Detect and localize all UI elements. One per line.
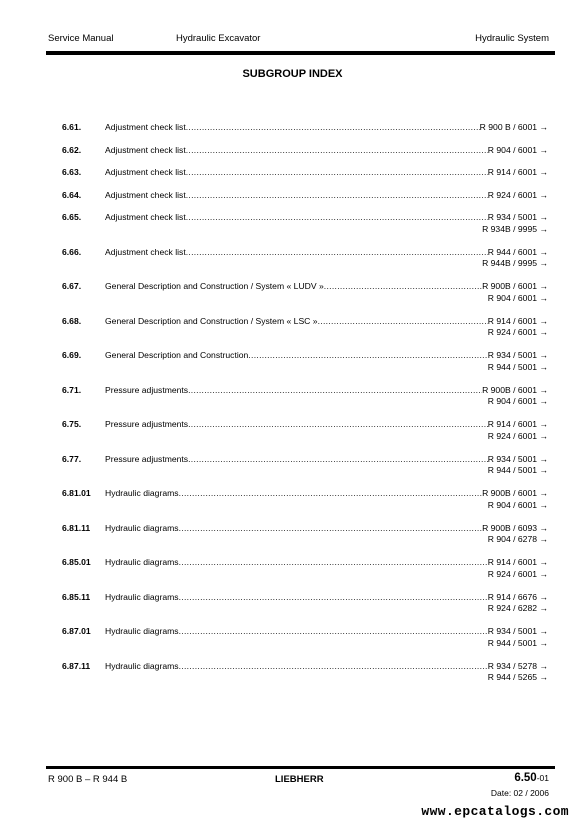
section-number: 6.69. xyxy=(62,350,82,361)
footer-brand: LIEBHERR xyxy=(275,774,324,785)
index-entry-line xyxy=(62,362,548,374)
section-number: 6.66. xyxy=(62,246,82,257)
watermark: www.epcatalogs.com xyxy=(421,804,569,819)
model-reference-link[interactable]: R 904 / 6001 → xyxy=(487,396,548,407)
section-title: Adjustment check list xyxy=(105,212,186,223)
index-entry xyxy=(62,419,548,442)
section-number: 6.85.01 xyxy=(62,557,91,568)
model-reference-link[interactable]: R 900B / 6001 → xyxy=(482,488,548,499)
index-entry-line xyxy=(62,638,548,650)
section-number: 6.71. xyxy=(62,384,82,395)
section-number: 6.85.11 xyxy=(62,591,91,602)
model-reference-link[interactable]: R 944 / 5001 → xyxy=(487,361,548,372)
section-number: 6.67. xyxy=(62,281,82,292)
footer-page-number xyxy=(514,772,549,784)
index-entry xyxy=(62,454,548,477)
index-entry-line xyxy=(62,488,548,500)
section-title: Adjustment check list xyxy=(105,167,186,178)
section-title: Adjustment check list xyxy=(105,144,186,155)
index-entry xyxy=(62,190,548,202)
model-reference-link[interactable]: R 914 / 6676 → xyxy=(487,591,548,602)
dot-leader xyxy=(186,190,488,202)
index-entry-line xyxy=(62,419,548,431)
footer-model-range: R 900 B – R 944 B xyxy=(48,774,128,785)
header-machine-type: Hydraulic Excavator xyxy=(176,33,261,44)
index-entry xyxy=(62,661,548,684)
dot-leader xyxy=(179,626,488,638)
model-reference-link[interactable]: R 934 / 5001 → xyxy=(487,350,548,361)
section-number: 6.68. xyxy=(62,315,82,326)
model-reference-link[interactable]: R 904 / 6001 → xyxy=(487,499,548,510)
index-entry-line xyxy=(62,258,548,270)
model-reference-link[interactable]: R 934 / 5001 → xyxy=(487,626,548,637)
section-title: Adjustment check list xyxy=(105,122,186,132)
index-entry-line xyxy=(62,247,548,259)
index-entry-line xyxy=(62,500,548,512)
index-entry-line xyxy=(62,385,548,397)
index-entry xyxy=(62,523,548,546)
index-entry-line xyxy=(62,316,548,328)
dot-leader xyxy=(248,350,487,362)
index-entry-line xyxy=(62,122,548,134)
header-system: Hydraulic System xyxy=(475,33,549,44)
index-entry-line xyxy=(62,672,548,684)
section-title: General Description and Construction / System « LSC » xyxy=(105,315,318,326)
model-reference-link[interactable]: R 944 / 5001 → xyxy=(487,637,548,648)
model-reference-link[interactable]: R 944 / 5001 → xyxy=(487,465,548,476)
model-reference-link[interactable]: R 904 / 6001 → xyxy=(487,144,548,155)
section-title: Hydraulic diagrams xyxy=(105,488,179,499)
section-title: Hydraulic diagrams xyxy=(105,660,179,671)
page-title: SUBGROUP INDEX xyxy=(242,68,343,80)
dot-leader xyxy=(188,454,488,466)
index-entry xyxy=(62,316,548,339)
model-reference-link[interactable]: R 904 / 6001 → xyxy=(487,292,548,303)
index-entry-line xyxy=(62,534,548,546)
index-entry xyxy=(62,122,548,134)
footer-date: Date: 02 / 2006 xyxy=(490,788,549,798)
section-number: 6.75. xyxy=(62,419,82,430)
index-entry xyxy=(62,145,548,157)
model-reference-link[interactable]: R 924 / 6001 → xyxy=(487,189,548,200)
index-entry xyxy=(62,281,548,304)
model-reference-link[interactable]: R 934 / 5001 → xyxy=(487,453,548,464)
dot-leader xyxy=(188,419,488,431)
section-number: 6.64. xyxy=(62,189,82,200)
index-entry xyxy=(62,167,548,179)
index-entry-line xyxy=(62,454,548,466)
model-reference-link[interactable]: R 900B / 6001 → xyxy=(482,281,548,292)
index-entry xyxy=(62,350,548,373)
section-number: 6.77. xyxy=(62,453,82,464)
index-entry-line xyxy=(62,592,548,604)
index-entry xyxy=(62,212,548,235)
model-reference-link[interactable]: R 944 / 6001 → xyxy=(487,246,548,257)
section-title: General Description and Construction / System « LUDV » xyxy=(105,281,324,292)
index-entry xyxy=(62,247,548,270)
model-reference-link[interactable]: R 914 / 6001 → xyxy=(487,419,548,430)
dot-leader xyxy=(186,145,488,157)
index-entry xyxy=(62,385,548,408)
model-reference-link[interactable]: R 924 / 6282 → xyxy=(487,603,548,614)
index-entry-line xyxy=(62,224,548,236)
section-title: Pressure adjustments xyxy=(105,453,189,464)
section-title: Adjustment check list xyxy=(105,246,186,257)
model-reference-link[interactable]: R 904 / 6278 → xyxy=(487,534,548,545)
section-number: 6.87.11 xyxy=(62,660,91,671)
dot-leader xyxy=(179,557,488,569)
index-entry-line xyxy=(62,557,548,569)
index-entry-line xyxy=(62,145,548,157)
section-number: 6.62. xyxy=(62,144,82,155)
index-entry-line xyxy=(62,167,548,179)
dot-leader xyxy=(179,592,488,604)
model-reference-link[interactable]: R 914 / 6001 → xyxy=(487,167,548,178)
section-title: General Description and Construction xyxy=(105,350,249,361)
index-entry xyxy=(62,557,548,580)
section-title: Pressure adjustments xyxy=(105,384,189,395)
model-reference-link[interactable]: R 900B / 6093 → xyxy=(482,522,548,533)
index-entry-line xyxy=(62,431,548,443)
dot-leader xyxy=(186,247,488,259)
page-number-main: 6.50 xyxy=(514,772,537,784)
page-number-sub: -01 xyxy=(536,773,549,783)
model-reference-link[interactable]: R 934B / 9995 → xyxy=(482,223,548,234)
model-reference-link[interactable]: R 934 / 5001 → xyxy=(487,212,548,223)
section-title: Pressure adjustments xyxy=(105,419,189,430)
dot-leader xyxy=(186,122,480,134)
model-reference-link[interactable]: R 914 / 6001 → xyxy=(487,557,548,568)
dot-leader xyxy=(186,212,488,224)
header-manual-type: Service Manual xyxy=(48,33,114,44)
footer-rule xyxy=(46,766,555,769)
section-number: 6.65. xyxy=(62,212,82,223)
model-reference-link[interactable]: R 924 / 6001 → xyxy=(487,568,548,579)
dot-leader xyxy=(179,523,483,535)
section-number: 6.63. xyxy=(62,167,82,178)
index-entry-line xyxy=(62,327,548,339)
index-entry-line xyxy=(62,465,548,477)
model-reference-link[interactable]: R 900B / 6001 → xyxy=(482,384,548,395)
model-reference-link[interactable]: R 914 / 6001 → xyxy=(487,315,548,326)
index-entry-line xyxy=(62,212,548,224)
section-number: 6.81.01 xyxy=(62,488,91,499)
index-entry-line xyxy=(62,190,548,202)
header-rule xyxy=(46,51,555,55)
index-entry-line xyxy=(62,523,548,535)
index-entry-line xyxy=(62,350,548,362)
index-entry-line xyxy=(62,396,548,408)
model-reference-link[interactable]: R 900 B / 6001 → xyxy=(479,122,548,132)
index-entry xyxy=(62,626,548,649)
index-entry-line xyxy=(62,603,548,615)
section-title: Adjustment check list xyxy=(105,189,186,200)
dot-leader xyxy=(186,167,488,179)
dot-leader xyxy=(179,488,483,500)
section-number: 6.61. xyxy=(62,122,82,132)
model-reference-link[interactable]: R 924 / 6001 → xyxy=(487,327,548,338)
section-title: Hydraulic diagrams xyxy=(105,626,179,637)
model-reference-link[interactable]: R 924 / 6001 → xyxy=(487,430,548,441)
section-title: Hydraulic diagrams xyxy=(105,557,179,568)
index-entry-line xyxy=(62,661,548,673)
index-entry-line xyxy=(62,293,548,305)
section-number: 6.81.11 xyxy=(62,522,91,533)
section-number: 6.87.01 xyxy=(62,626,91,637)
section-title: Hydraulic diagrams xyxy=(105,591,179,602)
section-title: Hydraulic diagrams xyxy=(105,522,179,533)
model-reference-link[interactable]: R 944B / 9995 → xyxy=(482,258,548,269)
index-entry xyxy=(62,488,548,511)
index-entry-line xyxy=(62,569,548,581)
model-reference-link[interactable]: R 944 / 5265 → xyxy=(487,672,548,683)
index-entry xyxy=(62,592,548,615)
dot-leader xyxy=(188,385,482,397)
dot-leader xyxy=(324,281,482,293)
model-reference-link[interactable]: R 934 / 5278 → xyxy=(487,660,548,671)
index-entry-line xyxy=(62,281,548,293)
index-entry-line xyxy=(62,626,548,638)
dot-leader xyxy=(318,316,488,328)
dot-leader xyxy=(179,661,488,673)
